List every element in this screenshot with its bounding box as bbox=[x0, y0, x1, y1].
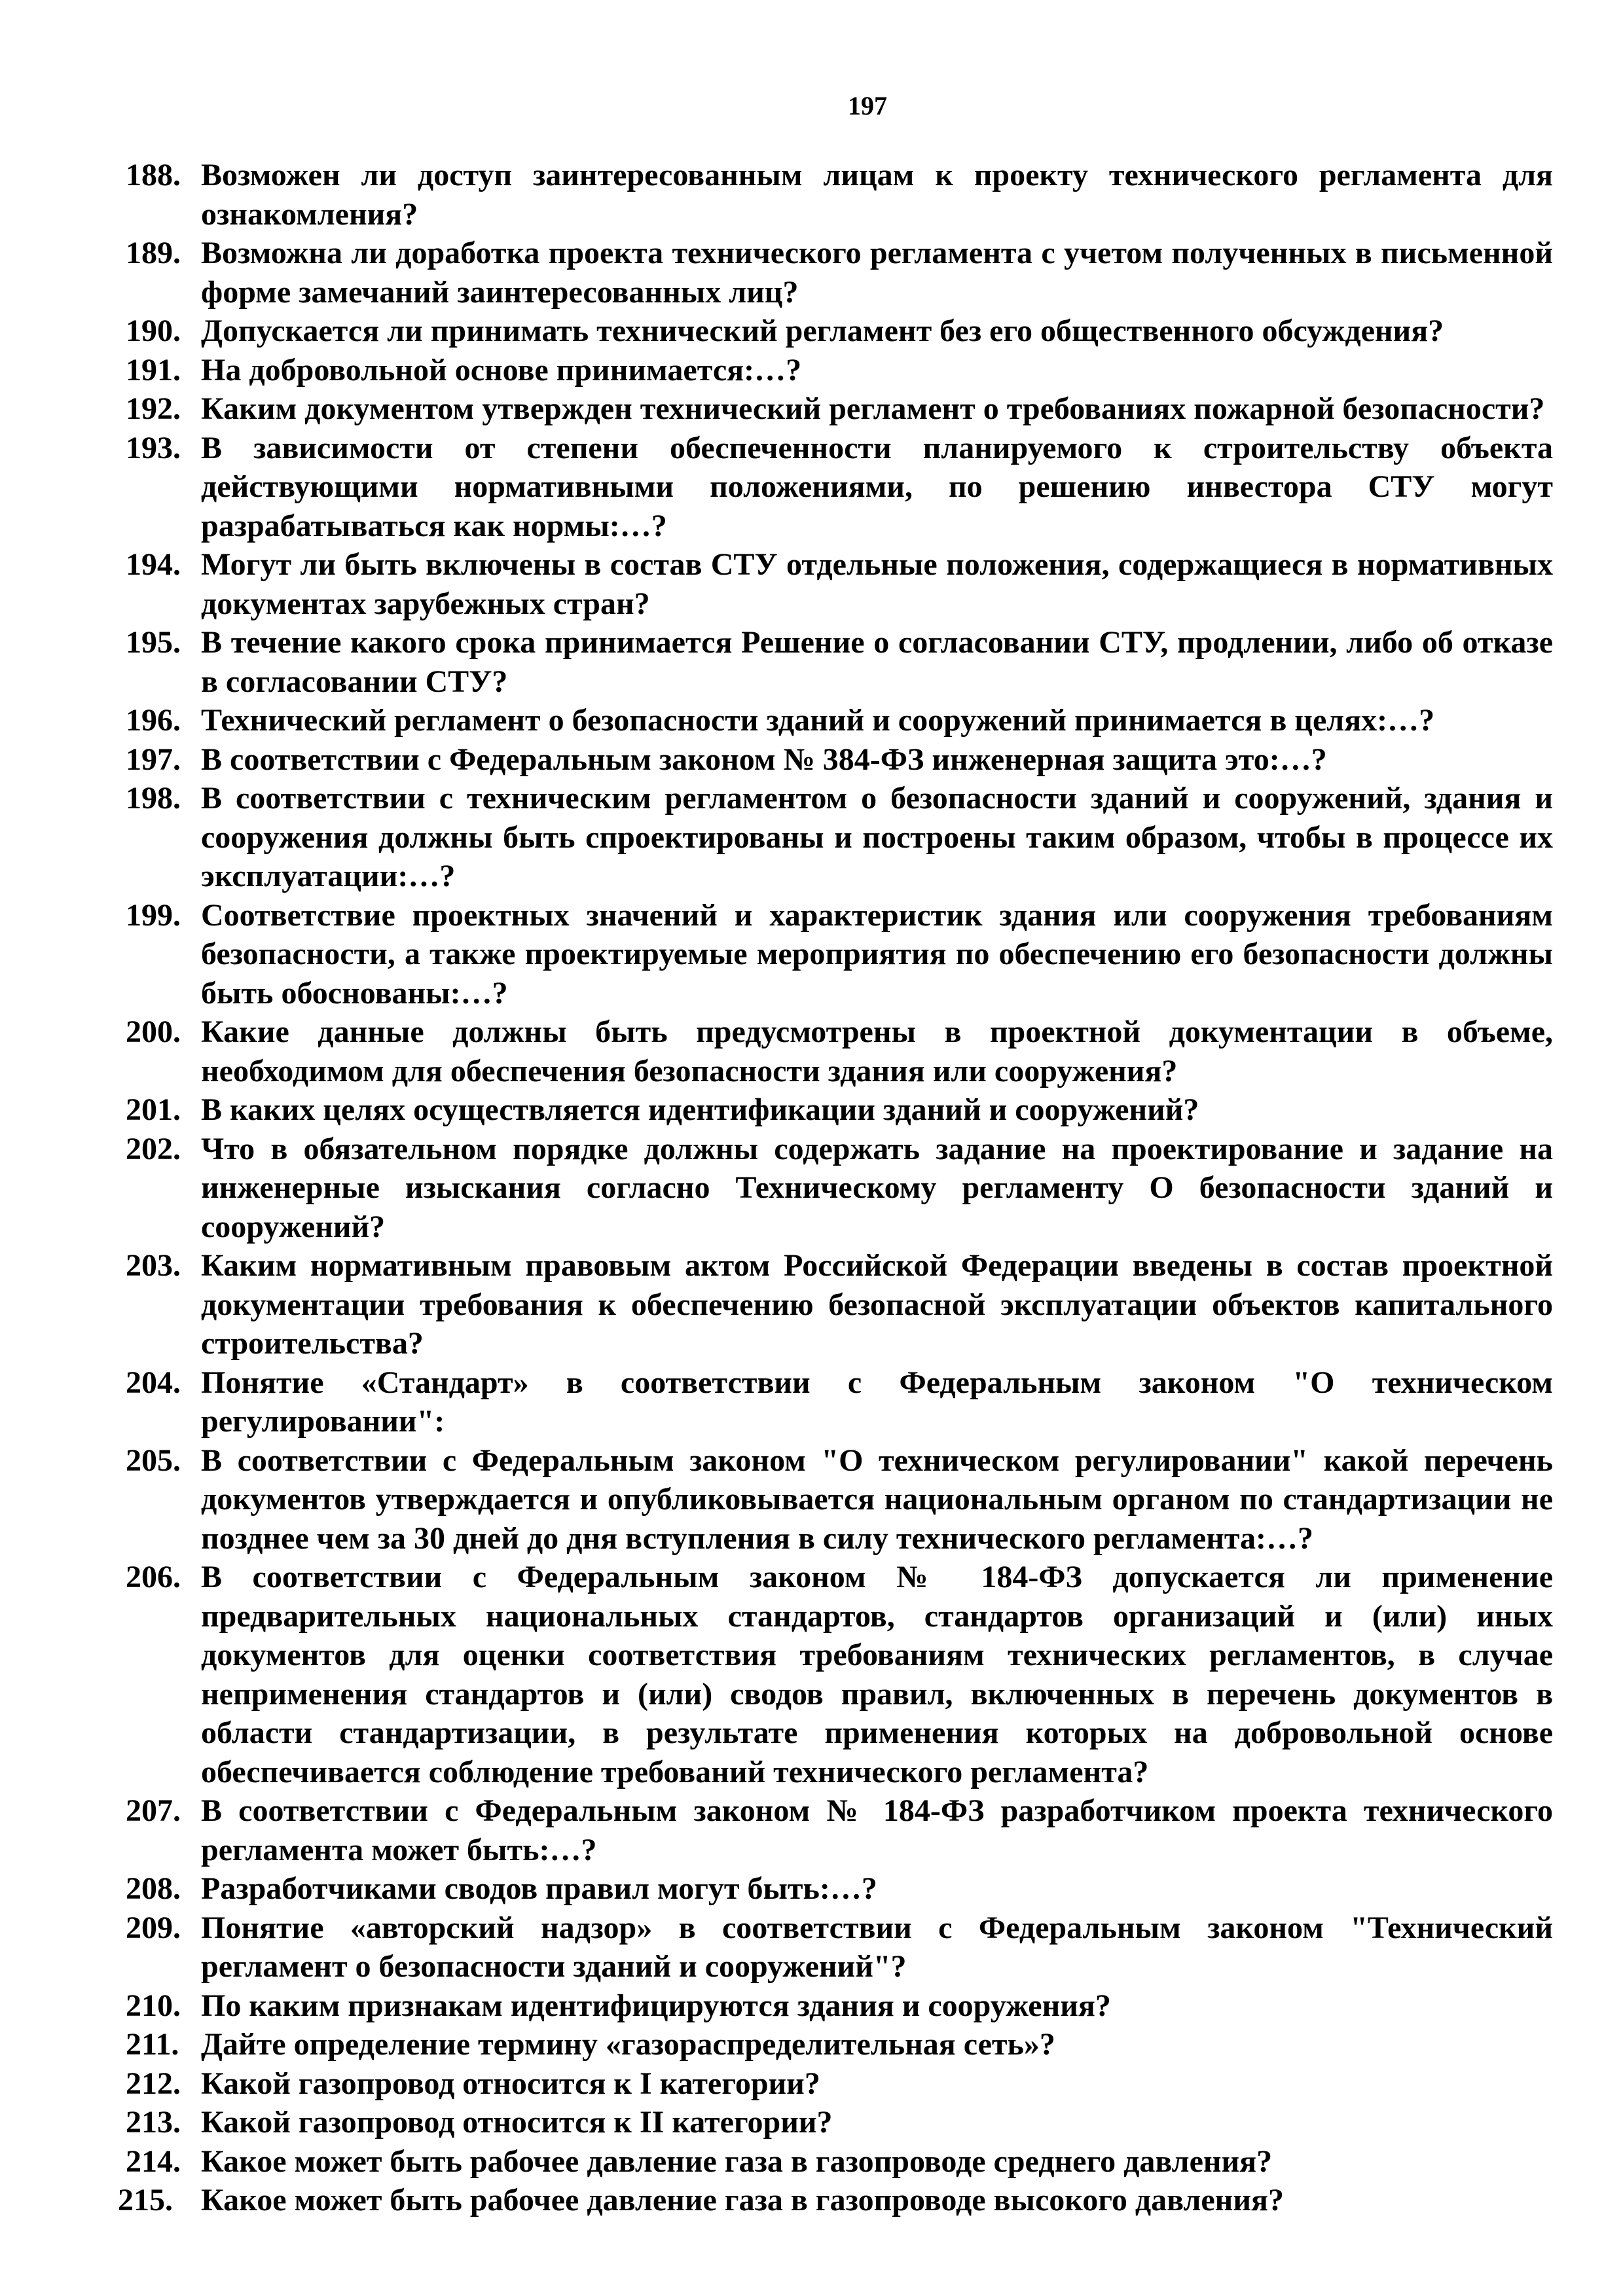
question-text: Дайте определение термину «газораспределительная сеть»? bbox=[201, 2027, 1055, 2062]
question-text: Соответствие проектных значений и характеристик здания или сооружения требованиям безопасности, а также проектируемые мероприятия по обеспечению его безопасности должны быть обоснованы:…? bbox=[201, 897, 1553, 1011]
question-number: 194. bbox=[126, 547, 181, 582]
question-number: 209. bbox=[126, 1910, 181, 1945]
question-text: По каким признакам идентифицируются здания и сооружения? bbox=[201, 1988, 1111, 2023]
list-item bbox=[118, 351, 1553, 390]
question-number: 190. bbox=[126, 314, 181, 348]
question-text: В соответствии с техническим регламентом о безопасности зданий и сооружений, здания и сооружения должны быть спроектированы и построены таким образом, чтобы в процессе их эксплуатации:…? bbox=[201, 781, 1553, 893]
list-item bbox=[118, 1986, 1553, 2026]
list-item bbox=[118, 2064, 1553, 2104]
question-text: В соответствии с Федеральным законом № 184-ФЗ разработчиком проекта технического регламента может быть:…? bbox=[201, 1793, 1553, 1867]
list-item bbox=[118, 896, 1553, 1013]
list-item bbox=[118, 312, 1553, 351]
question-number: 205. bbox=[126, 1443, 181, 1478]
list-item bbox=[118, 701, 1553, 740]
list-item bbox=[118, 156, 1553, 234]
question-text: Допускается ли принимать технический регламент без его общественного обсуждения? bbox=[201, 314, 1444, 348]
question-number: 199. bbox=[126, 897, 181, 933]
question-text: Какое может быть рабочее давление газа в газопроводе среднего давления? bbox=[201, 2144, 1273, 2179]
question-number: 198. bbox=[126, 781, 181, 816]
question-number: 196. bbox=[126, 703, 181, 738]
list-item bbox=[118, 779, 1553, 896]
question-number: 200. bbox=[126, 1014, 181, 1049]
question-number: 207. bbox=[126, 1793, 181, 1828]
question-text: Понятие «авторский надзор» в соответствии с Федеральным законом "Технический регламент о безопасности зданий и сооружений"? bbox=[201, 1910, 1553, 1984]
question-list bbox=[118, 156, 1553, 2220]
question-number: 202. bbox=[126, 1131, 181, 1166]
question-text: Какие данные должны быть предусмотрены в проектной документации в объеме, необходимом для обеспечения безопасности здания или сооружения? bbox=[201, 1014, 1553, 1088]
question-text: Каким нормативным правовым актом Российской Федерации введены в состав проектной документации требования к обеспечению безопасной эксплуатации объектов капитального строительства? bbox=[201, 1248, 1553, 1361]
question-number: 192. bbox=[126, 391, 181, 426]
question-number: 201. bbox=[126, 1092, 181, 1127]
question-number: 215. bbox=[118, 2183, 173, 2217]
question-number: 197. bbox=[126, 742, 181, 777]
question-number: 193. bbox=[126, 430, 181, 465]
question-text: В соответствии с Федеральным законом "О техническом регулировании" какой перечень документов утверждается и опубликовывается национальным органом по стандартизации не позднее чем за 30 дней до дня вступления в силу технического регламента:…? bbox=[201, 1443, 1553, 1556]
question-text: Возможен ли доступ заинтересованным лицам к проекту технического регламента для ознакомления? bbox=[201, 158, 1553, 232]
list-item bbox=[118, 1909, 1553, 1986]
question-number: 213. bbox=[126, 2105, 181, 2140]
question-text: Понятие «Стандарт» в соответствии с Федеральным законом "О техническом регулировании": bbox=[201, 1365, 1553, 1439]
question-number: 195. bbox=[126, 625, 181, 660]
list-item bbox=[118, 1441, 1553, 1558]
question-number: 210. bbox=[126, 1988, 181, 2023]
list-item bbox=[118, 740, 1553, 780]
list-item bbox=[118, 2025, 1553, 2064]
question-number: 203. bbox=[126, 1248, 181, 1283]
list-item bbox=[118, 1363, 1553, 1441]
list-item bbox=[118, 623, 1553, 701]
question-text: В течение какого срока принимается Решение о согласовании СТУ, продлении, либо об отказе в согласовании СТУ? bbox=[201, 625, 1553, 699]
question-text: В соответствии с Федеральным законом № 384-ФЗ инженерная защита это:…? bbox=[201, 742, 1327, 777]
list-item bbox=[118, 389, 1553, 429]
question-text: В зависимости от степени обеспеченности планируемого к строительству объекта действующими нормативными положениями, по решению инвестора СТУ могут разрабатываться как нормы:…? bbox=[201, 430, 1553, 543]
list-item bbox=[118, 2142, 1553, 2181]
question-text: Что в обязательном порядке должны содержать задание на проектирование и задание на инженерные изыскания согласно Техническому регламенту О безопасности зданий и сооружений? bbox=[201, 1131, 1553, 1244]
question-text: В каких целях осуществляется идентификации зданий и сооружений? bbox=[201, 1092, 1199, 1127]
question-text: Какой газопровод относится к II категории? bbox=[201, 2105, 833, 2140]
list-item bbox=[118, 234, 1553, 312]
list-item bbox=[118, 1869, 1553, 1909]
question-number: 212. bbox=[126, 2066, 181, 2101]
list-item bbox=[118, 1090, 1553, 1130]
list-item bbox=[118, 1130, 1553, 1247]
question-text: Технический регламент о безопасности зданий и сооружений принимается в целях:…? bbox=[201, 703, 1435, 738]
question-number: 189. bbox=[126, 236, 181, 270]
list-item bbox=[118, 2103, 1553, 2142]
list-item bbox=[118, 1013, 1553, 1090]
list-item bbox=[118, 1246, 1553, 1363]
question-text: Могут ли быть включены в состав СТУ отдельные положения, содержащиеся в нормативных документах зарубежных стран? bbox=[201, 547, 1553, 621]
list-item bbox=[118, 2181, 1553, 2220]
question-number: 206. bbox=[126, 1560, 181, 1594]
question-number: 188. bbox=[126, 158, 181, 192]
list-item bbox=[118, 1558, 1553, 1791]
list-item bbox=[118, 1791, 1553, 1869]
question-text: На добровольной основе принимается:…? bbox=[201, 352, 802, 387]
list-item bbox=[118, 429, 1553, 546]
question-number: 191. bbox=[126, 352, 181, 387]
question-number: 214. bbox=[126, 2144, 181, 2179]
question-text: Возможна ли доработка проекта технического регламента с учетом полученных в письменной форме замечаний заинтересованных лиц? bbox=[201, 236, 1553, 310]
question-text: Каким документом утвержден технический регламент о требованиях пожарной безопасности? bbox=[201, 391, 1545, 426]
question-text: Какой газопровод относится к I категории? bbox=[201, 2066, 820, 2101]
question-number: 208. bbox=[126, 1871, 181, 1906]
question-text: Какое может быть рабочее давление газа в газопроводе высокого давления? bbox=[201, 2183, 1284, 2217]
question-text: Разработчиками сводов правил могут быть:…? bbox=[201, 1871, 877, 1906]
list-item bbox=[118, 545, 1553, 623]
question-text: В соответствии с Федеральным законом № 184-ФЗ допускается ли применение предварительных национальных стандартов, стандартов организаций и (или) иных документов для оценки соответствия требованиям технических регламентов, в случае неприменения стандартов и (или) сводов правил, включенных в перечень документов в области стандартизации, в результате применения которых на добровольной основе обеспечивается соблюдение требований технического регламента? bbox=[201, 1560, 1553, 1789]
question-number: 204. bbox=[126, 1365, 181, 1400]
question-number: 211. bbox=[126, 2027, 179, 2062]
page-number: 197 bbox=[848, 91, 887, 120]
